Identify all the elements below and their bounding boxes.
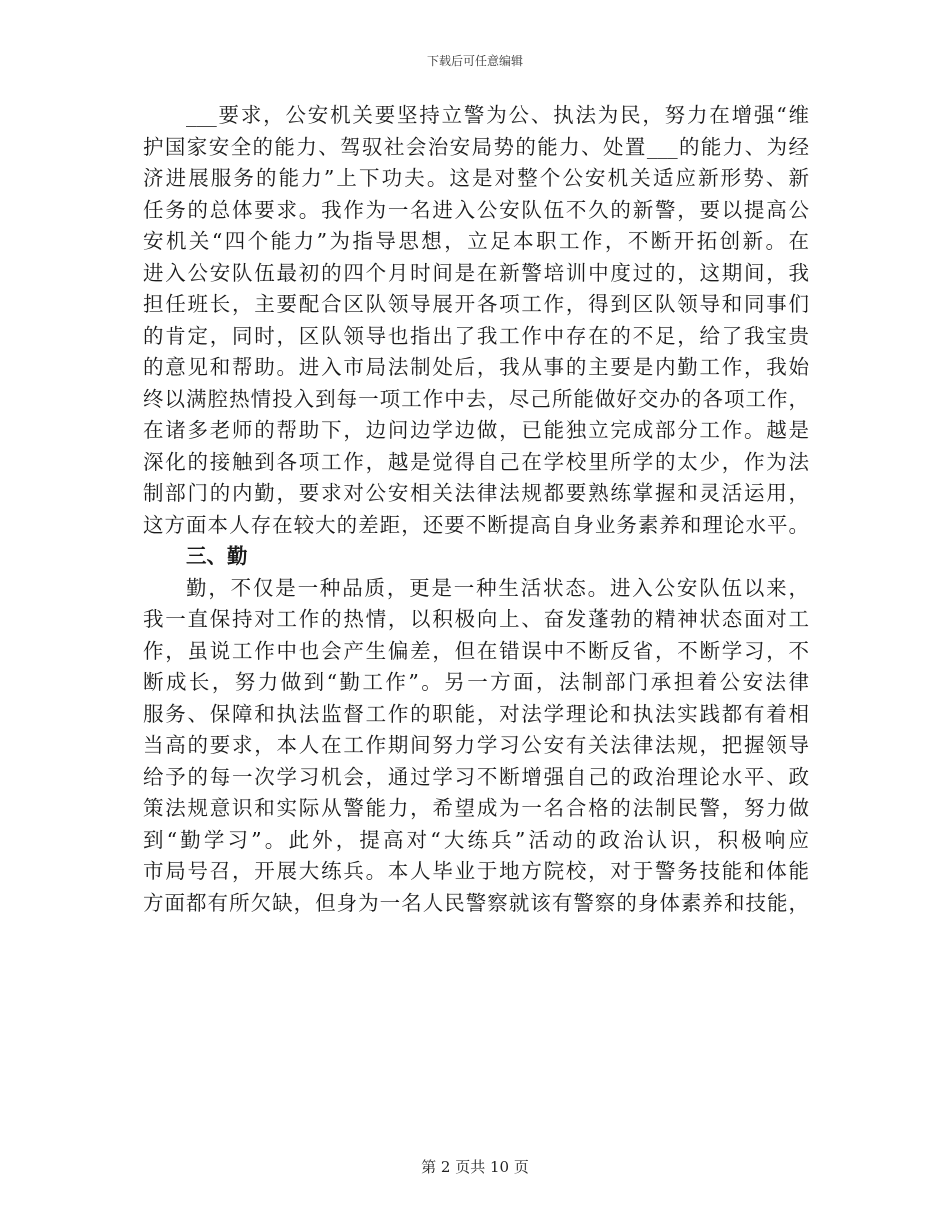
text-line: 终以满腔热情投入到每一项工作中去，尽己所能做好交办的各项工作， [143,386,809,411]
text-line: 安机关“四个能力”为指导思想，立足本职工作，不断开拓创新。在 [143,229,809,253]
page-header: 下载后可任意编辑 [426,54,523,68]
text-line: 断成长，努力做到“勤工作”。另一方面，法制部门承担着公安法律 [143,670,809,694]
text-line: 给予的每一次学习机会，通过学习不断增强自己的政治理论水平、政 [143,764,809,789]
paragraph-1 [143,100,809,541]
text-line: 的肯定，同时，区队领导也指出了我工作中存在的不足，给了我宝贵 [143,323,809,348]
text-line: 进入公安队伍最初的四个月时间是在新警培训中度过的，这期间，我 [143,260,809,285]
text-line: 护国家安全的能力、驾驭社会治安局势的能力、处置___的能力、为经 [143,134,809,159]
text-line: 作，虽说工作中也会产生偏差，但在错误中不断反省，不断学习，不 [143,638,809,663]
text-line: 深化的接触到各项工作，越是觉得自己在学校里所学的太少，作为法 [143,449,809,474]
text-line: ___要求，公安机关要坚持立警为公、执法为民，努力在增强“维 [186,103,809,127]
section-heading: 三、勤 [186,544,248,568]
paragraph-2 [143,573,809,920]
document-body [143,100,809,919]
text-line: 制部门的内勤，要求对公安相关法律法规都要熟练掌握和灵活运用， [143,481,809,505]
text-line: 方面都有所欠缺，但身为一名人民警察就该有警察的身体素养和技能， [143,890,809,915]
text-line: 当高的要求，本人在工作期间努力学习公安有关法律法规，把握领导 [143,733,809,757]
text-line: 到“勤学习”。此外，提高对“大练兵”活动的政治认识，积极响应 [143,827,809,852]
text-line: 任务的总体要求。我作为一名进入公安队伍不久的新警，要以提高公 [143,197,809,222]
text-line: 济进展服务的能力”上下功夫。这是对整个公安机关适应新形势、新 [143,166,809,190]
text-line: 的意见和帮助。进入市局法制处后，我从事的主要是内勤工作，我始 [143,355,809,379]
text-line: 策法规意识和实际从警能力，希望成为一名合格的法制民警，努力做 [143,796,809,820]
text-line: 担任班长，主要配合区队领导展开各项工作，得到区队领导和同事们 [143,292,809,316]
text-line: 服务、保障和执法监督工作的职能，对法学理论和执法实践都有着相 [143,701,809,726]
text-line: 在诸多老师的帮助下，边问边学边做，已能独立完成部分工作。越是 [143,418,809,442]
text-line: 市局号召，开展大练兵。本人毕业于地方院校，对于警务技能和体能 [143,859,809,883]
text-line: 勤，不仅是一种品质，更是一种生活状态。进入公安队伍以来， [186,575,809,600]
text-line: 这方面本人存在较大的差距，还要不断提高自身业务素养和理论水平。 [143,512,809,537]
text-line: 我一直保持对工作的热情，以积极向上、奋发蓬勃的精神状态面对工 [143,607,809,631]
page-number: 第 2 页共 10 页 [421,1158,529,1176]
